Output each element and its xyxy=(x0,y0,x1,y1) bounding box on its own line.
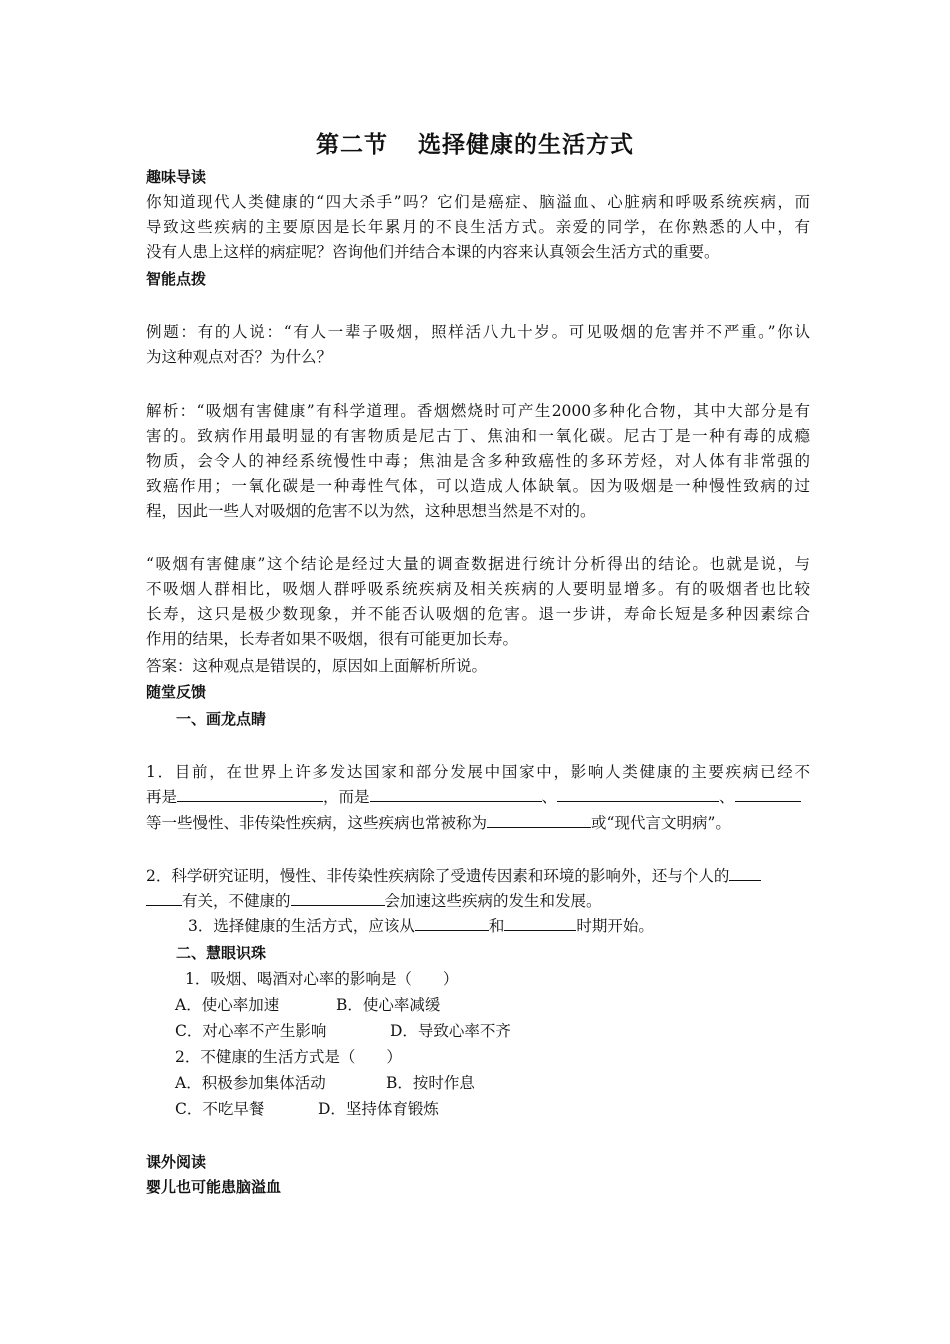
choice-question: 1．吸烟、喝酒对心率的影响是（ ） xyxy=(185,970,459,988)
answer-blank[interactable] xyxy=(146,890,182,906)
subheading-fill-blanks: 一、画龙点睛 xyxy=(176,710,267,728)
choice-question: 2．不健康的生活方式是（ ） xyxy=(175,1048,402,1066)
choice-option: C．对心率不产生影响 xyxy=(175,1022,327,1040)
answer-blank[interactable] xyxy=(735,786,801,802)
reading-article-title: 婴儿也可能患脑溢血 xyxy=(146,1178,282,1196)
analysis-line: 害的。致病作用最明显的有害物质是尼古丁、焦油和一氧化碳。尼古丁是一种有毒的成瘾 xyxy=(146,427,810,445)
title-section-number: 第二节 xyxy=(316,132,388,158)
question-2-line: 2．科学研究证明，慢性、非传染性疾病除了受遗传因素和环境的影响外，还与个人的 xyxy=(146,864,810,888)
heading-tips: 智能点拨 xyxy=(146,270,207,288)
question-1-line: 等一些慢性、非传染性疾病，这些疾病也常被称为 或“现代言文明病”。 xyxy=(146,814,731,832)
paragraph-line: 作用的结果，长寿者如果不吸烟，很有可能更加长寿。 xyxy=(146,630,519,648)
choice-option: A．积极参加集体活动 xyxy=(175,1074,326,1092)
example-line: 为这种观点对否？为什么？ xyxy=(146,348,333,366)
answer-line: 答案：这种观点是错误的，原因如上面解析所说。 xyxy=(146,657,488,675)
question-1-line: 1．目前，在世界上许多发达国家和部分发展中国家中，影响人类健康的主要疾病已经不 xyxy=(146,763,810,781)
paragraph-line: 长寿，这只是极少数现象，并不能否认吸烟的危害。退一步讲，寿命长短是多种因素综合 xyxy=(146,605,810,623)
heading-reading: 课外阅读 xyxy=(146,1153,207,1171)
title-text: 选择健康的生活方式 xyxy=(418,132,634,158)
answer-blank[interactable] xyxy=(729,865,761,881)
paragraph-line: “吸烟有害健康”这个结论是经过大量的调查数据进行统计分析得出的结论。也就是说，与 xyxy=(146,555,810,573)
question-1-line: 再是 ，而是 、 、 xyxy=(146,785,810,809)
question-2-line: 有关，不健康的 会加速这些疾病的发生和发展。 xyxy=(146,889,810,913)
answer-blank[interactable] xyxy=(487,812,591,828)
choice-option: C．不吃早餐 xyxy=(175,1100,265,1118)
answer-blank[interactable] xyxy=(415,915,489,931)
choice-option: A．使心率加速 xyxy=(175,996,280,1014)
question-3-line: 3．选择健康的生活方式，应该从 和 时期开始。 xyxy=(188,917,654,935)
intro-line: 你知道现代人类健康的“四大杀手”吗？它们是癌症、脑溢血、心脏病和呼吸系统疾病，而 xyxy=(146,193,810,211)
choice-option: B．按时作息 xyxy=(386,1074,475,1092)
analysis-line: 程，因此一些人对吸烟的危害不以为然，这种思想当然是不对的。 xyxy=(146,502,596,520)
choice-option: B．使心率减缓 xyxy=(336,996,441,1014)
analysis-line: 致癌作用；一氧化碳是一种毒性气体，可以造成人体缺氧。因为吸烟是一种慢性致病的过 xyxy=(146,477,810,495)
intro-line: 导致这些疾病的主要原因是长年累月的不良生活方式。亲爱的同学，在你熟悉的人中，有 xyxy=(146,218,810,236)
answer-blank[interactable] xyxy=(177,786,323,802)
analysis-line: 解析：“吸烟有害健康”有科学道理。香烟燃烧时可产生2000多种化合物，其中大部分是有 xyxy=(146,402,810,420)
answer-blank[interactable] xyxy=(291,890,385,906)
heading-intro: 趣味导读 xyxy=(146,168,207,186)
intro-line: 没有人患上这样的病症呢？咨询他们并结合本课的内容来认真领会生活方式的重要。 xyxy=(146,243,720,261)
answer-blank[interactable] xyxy=(504,915,576,931)
choice-option: D．坚持体育锻炼 xyxy=(318,1100,439,1118)
answer-blank[interactable] xyxy=(557,786,719,802)
analysis-line: 物质，会令人的神经系统慢性中毒；焦油是含多种致癌性的多环芳烃，对人体有非常强的 xyxy=(146,452,810,470)
paragraph-line: 不吸烟人群相比，吸烟人群呼吸系统疾病及相关疾病的人要明显增多。有的吸烟者也比较 xyxy=(146,580,810,598)
subheading-choice: 二、慧眼识珠 xyxy=(176,944,267,962)
choice-option: D．导致心率不齐 xyxy=(390,1022,511,1040)
answer-blank[interactable] xyxy=(370,786,542,802)
example-line: 例题：有的人说：“有人一辈子吸烟，照样活八九十岁。可见吸烟的危害并不严重。”你认 xyxy=(146,323,810,341)
page-title xyxy=(0,126,950,159)
heading-feedback: 随堂反馈 xyxy=(146,683,207,701)
